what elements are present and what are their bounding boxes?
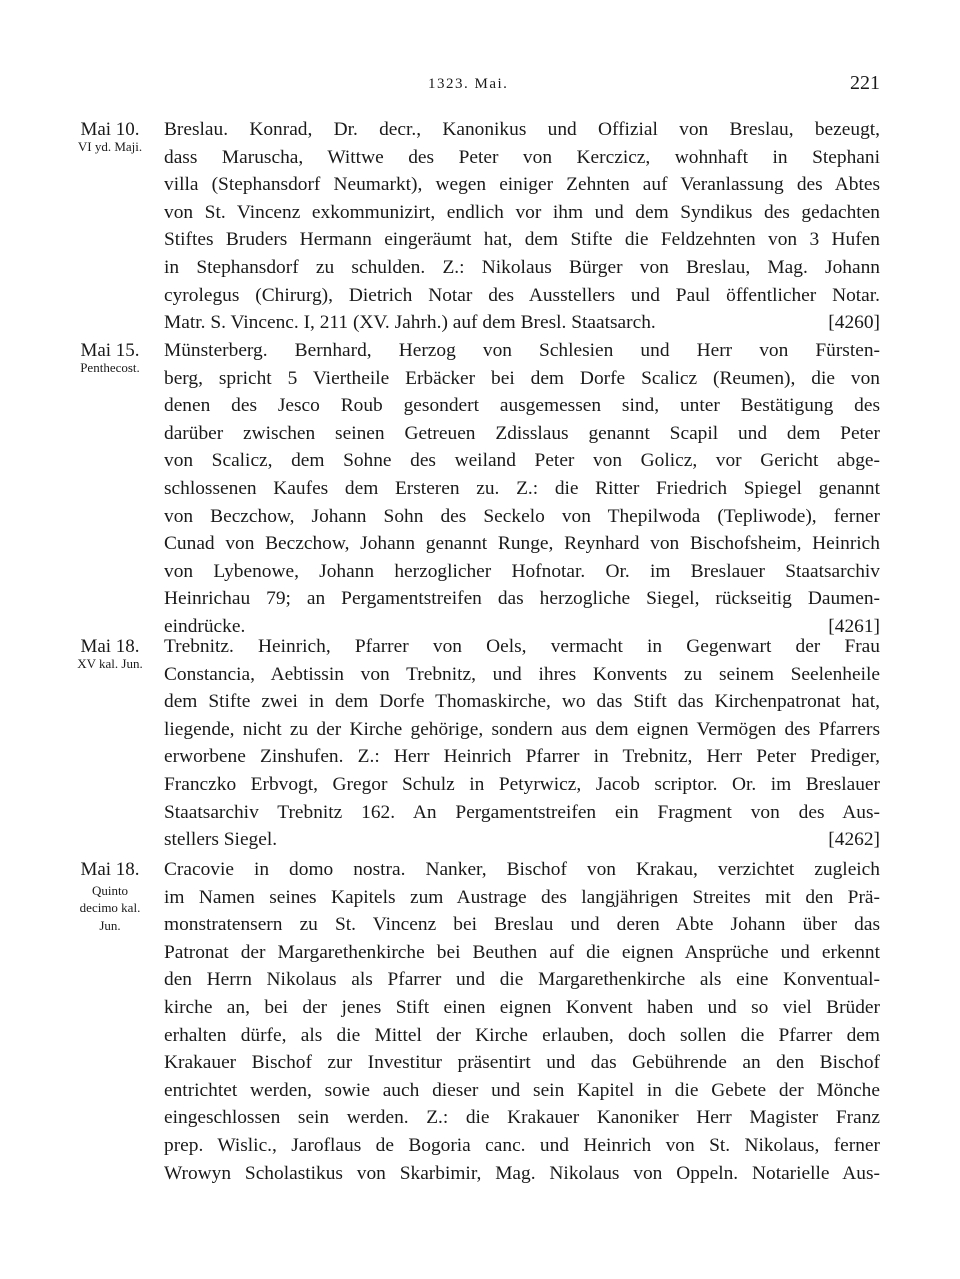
text-line: Cunad von Beczchow, Johann genannt Runge, Reynhard von Bischofsheim, Heinrich <box>164 533 880 555</box>
text-line: kirche an, bei der jenes Stift einen eignen Konvent haben und so viel Brüder <box>164 996 880 1018</box>
page-number: 221 <box>850 72 880 94</box>
text-line: denen des Jesco Roub gesondert ausgemessen sind, unter Bestätigung des <box>164 395 880 417</box>
text-line: Heinrichau 79; an Pergamentstreifen das herzogliche Siegel, rückseitig Daumen- <box>164 588 880 610</box>
entry-date-note: VI yd. Maji. <box>77 138 143 154</box>
entry-date-note: decimo kal. <box>79 900 141 916</box>
entry-text <box>164 116 880 337</box>
text-line: eingeschlossen sein werden. Z.: die Krakauer Kanoniker Herr Magister Franz <box>164 1107 880 1129</box>
text-line: den Herrn Nikolaus als Pfarrer und die Margarethenkirche als eine Konventual- <box>164 969 880 991</box>
text-line: in Stephansdorf zu schulden. Z.: Nikolaus Bürger von Breslau, Mag. Johann <box>164 256 880 278</box>
text-line: Constancia, Aebtissin von Trebnitz, und ihres Konvents zu seinem Seelenheile <box>164 663 880 685</box>
text-line: Franczko Erbvogt, Gregor Schulz in Petyrwicz, Jacob scriptor. Or. im Breslauer <box>164 773 880 795</box>
text-line: berg, spricht 5 Viertheile Erbäcker bei dem Dorfe Scalicz (Reumen), die von <box>164 367 880 389</box>
entry-margin <box>62 633 158 672</box>
entry-date-note: Jun. <box>99 917 121 933</box>
text-line: prep. Wislic., Jaroflaus de Bogoria canc. und Heinrich von St. Nikolaus, ferner <box>164 1134 880 1156</box>
entry-text <box>164 633 880 854</box>
running-head <box>0 72 960 100</box>
text-line: von St. Vincenz exkommunizirt, endlich vor ihm und dem Syndikus des gedachten <box>164 201 880 223</box>
final-line <box>164 309 880 337</box>
entry-margin <box>62 116 158 155</box>
entry-text <box>164 337 880 641</box>
entry-date-note: Penthecost. <box>80 359 140 375</box>
text-line: dass Maruscha, Wittwe des Peter von Kerczicz, wohnhaft in Stephani <box>164 146 880 168</box>
text-line: Krakauer Bischof zur Investitur präsentirt und das Gebührende an den Bischof <box>164 1052 880 1074</box>
text-line: Patronat der Margarethenkirche bei Beuthen auf die eignen Ansprüche und erkennt <box>164 941 880 963</box>
text-line: von Beczchow, Johann Sohn des Seckelo von Thepilwoda (Tepliwode), ferner <box>164 505 880 527</box>
entry-date: Mai 18. <box>80 636 140 657</box>
entry-date: Mai 15. <box>80 340 140 361</box>
text-line: stellers Siegel. <box>164 829 278 851</box>
text-line: im Namen seines Kapitels zum Austrage des langjährigen Streites mit den Prä- <box>164 886 880 908</box>
entry-margin <box>62 856 158 934</box>
final-line <box>164 826 880 854</box>
text-line: erworbene Zinshufen. Z.: Herr Heinrich Pfarrer in Trebnitz, Herr Peter Prediger, <box>164 746 880 768</box>
text-line: villa (Stephansdorf Neumarkt), wegen einiger Zehnten auf Veranlassung des Abtes <box>164 174 880 196</box>
entry-text <box>164 856 880 1187</box>
text-line: Münsterberg. Bernhard, Herzog von Schlesien und Herr von Fürsten- <box>164 340 880 361</box>
text-line: cyrolegus (Chirurg), Dietrich Notar des Ausstellers und Paul öffentlicher Notar. <box>164 284 880 306</box>
text-line: Breslau. Konrad, Dr. decr., Kanonikus und Offizial von Breslau, bezeugt, <box>164 119 880 140</box>
entry-date-note: XV kal. Jun. <box>77 655 143 671</box>
text-line: schlossenen Kaufes dem Ersteren zu. Z.: die Ritter Friedrich Spiegel genannt <box>164 477 880 499</box>
text-line: eindrücke. <box>164 615 246 637</box>
text-line: Matr. S. Vincenc. I, 211 (XV. Jahrh.) auf dem Bresl. Staatsarch. <box>164 312 656 334</box>
entry-date-note: Quinto <box>91 882 129 898</box>
running-title: 1323. Mai. <box>428 76 509 92</box>
entry-date: Mai 10. <box>80 119 140 140</box>
text-line: erhalten dürfe, als die Mittel der Kirche erlauben, doch sollen die Pfarrer dem <box>164 1024 880 1046</box>
text-line: monstratensern zu St. Vincenz bei Breslau und deren Abte Johann über das <box>164 914 880 936</box>
text-line: von Lybenowe, Johann herzoglicher Hofnotar. Or. im Breslauer Staatsarchiv <box>164 560 880 582</box>
entry-date: Mai 18. <box>80 859 140 880</box>
text-line: Cracovie in domo nostra. Nanker, Bischof von Krakau, verzichtet zugleich <box>164 859 880 880</box>
entry-number: [4261] <box>828 615 880 637</box>
text-line: von Scalicz, dem Sohne des weiland Peter von Golicz, vor Gericht abge- <box>164 450 880 472</box>
entry-number: [4262] <box>828 829 880 851</box>
text-line: darüber zwischen seinen Getreuen Zdisslaus genannt Scapil und dem Peter <box>164 422 880 444</box>
entry-margin <box>62 337 158 376</box>
text-line: dem Stifte zwei in dem Dorfe Thomaskirche, wo das Stift das Kirchenpatronat hat, <box>164 691 880 713</box>
text-line: Stiftes Bruders Hermann eingeräumt hat, dem Stifte die Feldzehnten von 3 Hufen <box>164 229 880 251</box>
text-line: liegende, nicht zu der Kirche gehörige, sondern aus dem eignen Vermögen des Pfarrers <box>164 718 880 740</box>
text-line: Trebnitz. Heinrich, Pfarrer von Oels, vermacht in Gegenwart der Frau <box>164 636 880 657</box>
text-line: Staatsarchiv Trebnitz 162. An Pergamentstreifen ein Fragment von des Aus- <box>164 801 880 823</box>
text-line: entrichtet werden, sowie auch dieser und sein Kapitel in die Gebete der Mönche <box>164 1079 880 1101</box>
entry-number: [4260] <box>828 312 880 334</box>
text-line: Wrowyn Scholastikus von Skarbimir, Mag. Nikolaus von Oppeln. Notarielle Aus- <box>164 1162 880 1184</box>
